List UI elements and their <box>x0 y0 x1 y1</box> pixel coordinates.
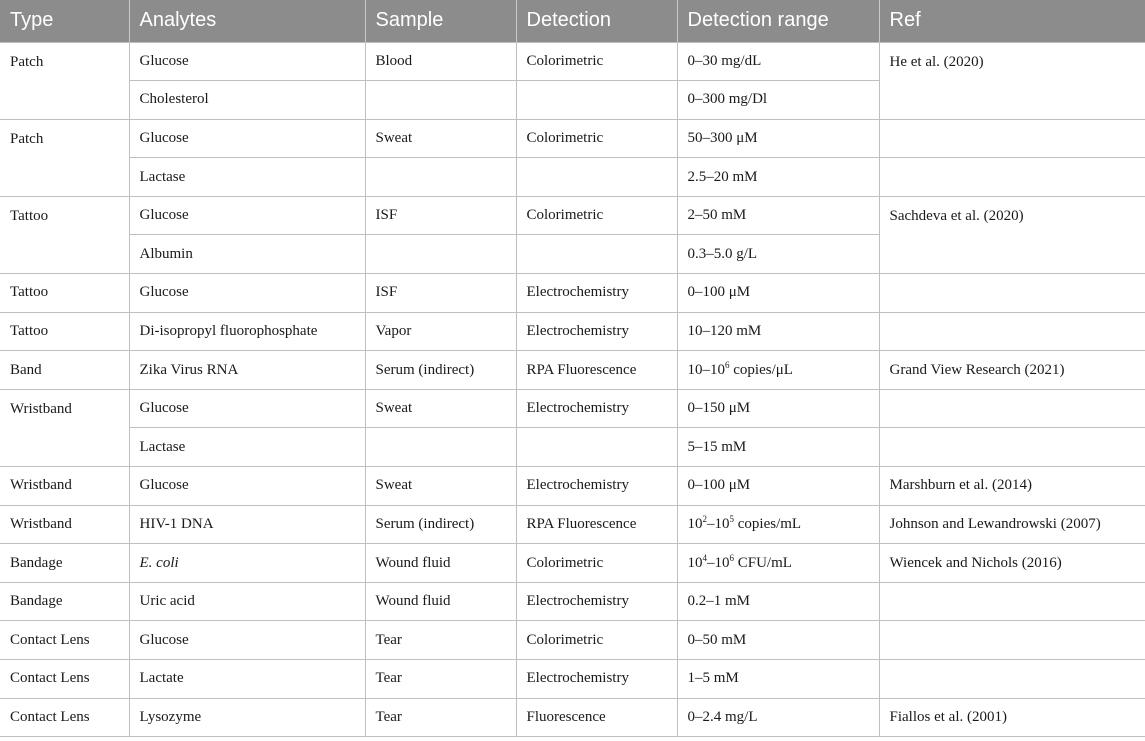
cell-sample: Sweat <box>365 467 516 506</box>
table-row <box>0 42 1145 81</box>
cell-range: 0–30 mg/dL <box>677 42 879 81</box>
cell-detection <box>516 428 677 467</box>
cell-type: Bandage <box>0 582 129 621</box>
cell-type: Patch <box>0 42 129 119</box>
cell-detection: Electrochemistry <box>516 660 677 699</box>
table-row <box>0 660 1145 699</box>
cell-range: 2.5–20 mM <box>677 158 879 197</box>
range-a-exponent: 4 <box>702 552 707 563</box>
cell-ref: Wiencek and Nichols (2016) <box>879 544 1145 583</box>
cell-range: 0–300 mg/Dl <box>677 81 879 120</box>
cell-analyte: Glucose <box>129 621 365 660</box>
cell-detection: Electrochemistry <box>516 312 677 351</box>
cell-analyte: Lactase <box>129 158 365 197</box>
cell-range: 1–5 mM <box>677 660 879 699</box>
cell-type: Tattoo <box>0 312 129 351</box>
cell-sample: Serum (indirect) <box>365 351 516 390</box>
cell-detection: RPA Fluorescence <box>516 351 677 390</box>
cell-sample: Sweat <box>365 389 516 428</box>
cell-analyte: Glucose <box>129 42 365 81</box>
cell-ref <box>879 389 1145 428</box>
table-body <box>0 42 1145 737</box>
cell-detection: Colorimetric <box>516 119 677 158</box>
cell-ref <box>879 582 1145 621</box>
cell-analyte: Glucose <box>129 196 365 235</box>
cell-sample: Tear <box>365 660 516 699</box>
cell-sample: ISF <box>365 196 516 235</box>
range-b: –10 <box>707 554 730 571</box>
table-row <box>0 582 1145 621</box>
cell-sample: Serum (indirect) <box>365 505 516 544</box>
cell-detection: Fluorescence <box>516 698 677 737</box>
analyte-italic: E. coli <box>139 554 179 571</box>
cell-range: 0–50 mM <box>677 621 879 660</box>
cell-ref <box>879 312 1145 351</box>
cell-sample: Tear <box>365 698 516 737</box>
cell-detection <box>516 158 677 197</box>
cell-analyte: Glucose <box>129 274 365 313</box>
cell-range: 50–300 μM <box>677 119 879 158</box>
table-row <box>0 274 1145 313</box>
range-exponent: 6 <box>725 359 730 370</box>
cell-type: Tattoo <box>0 196 129 273</box>
cell-sample <box>365 235 516 274</box>
cell-analyte: HIV-1 DNA <box>129 505 365 544</box>
cell-detection: Electrochemistry <box>516 467 677 506</box>
cell-analyte: Lysozyme <box>129 698 365 737</box>
cell-ref <box>879 274 1145 313</box>
cell-range: 5–15 mM <box>677 428 879 467</box>
table-row <box>0 505 1145 544</box>
header-sample: Sample <box>365 0 516 42</box>
cell-range: 10–120 mM <box>677 312 879 351</box>
table-row <box>0 467 1145 506</box>
cell-analyte: Glucose <box>129 389 365 428</box>
cell-detection: Colorimetric <box>516 544 677 583</box>
table-row <box>0 389 1145 428</box>
cell-sample <box>365 81 516 120</box>
cell-sample: Wound fluid <box>365 582 516 621</box>
cell-range <box>677 544 879 583</box>
cell-type: Contact Lens <box>0 698 129 737</box>
table-row <box>0 698 1145 737</box>
range-a: 10 <box>687 554 703 571</box>
cell-analyte: Glucose <box>129 119 365 158</box>
cell-analyte: Zika Virus RNA <box>129 351 365 390</box>
cell-range: 0–100 μM <box>677 274 879 313</box>
cell-ref: Sachdeva et al. (2020) <box>879 196 1145 273</box>
cell-analyte: Cholesterol <box>129 81 365 120</box>
cell-range: 0.3–5.0 g/L <box>677 235 879 274</box>
table-row <box>0 621 1145 660</box>
cell-type: Patch <box>0 119 129 196</box>
cell-sample: ISF <box>365 274 516 313</box>
cell-detection: Colorimetric <box>516 621 677 660</box>
cell-ref: Marshburn et al. (2014) <box>879 467 1145 506</box>
cell-sample: Wound fluid <box>365 544 516 583</box>
cell-type: Wristband <box>0 505 129 544</box>
header-row <box>0 0 1145 42</box>
table-row <box>0 119 1145 158</box>
cell-range: 0.2–1 mM <box>677 582 879 621</box>
cell-type: Contact Lens <box>0 660 129 699</box>
table-row <box>0 428 1145 467</box>
cell-analyte <box>129 544 365 583</box>
cell-detection: Electrochemistry <box>516 274 677 313</box>
cell-ref <box>879 158 1145 197</box>
cell-range: 2–50 mM <box>677 196 879 235</box>
range-b-exponent: 5 <box>729 513 734 524</box>
cell-ref: Fiallos et al. (2001) <box>879 698 1145 737</box>
cell-analyte: Lactate <box>129 660 365 699</box>
table-row <box>0 544 1145 583</box>
cell-analyte: Lactase <box>129 428 365 467</box>
header-type: Type <box>0 0 129 42</box>
header-detection-range: Detection range <box>677 0 879 42</box>
table-header <box>0 0 1145 42</box>
cell-range: 0–100 μM <box>677 467 879 506</box>
cell-sample <box>365 428 516 467</box>
range-a-exponent: 2 <box>702 513 707 524</box>
table-row <box>0 351 1145 390</box>
cell-analyte: Albumin <box>129 235 365 274</box>
header-detection: Detection <box>516 0 677 42</box>
range-unit: CFU/mL <box>734 554 792 571</box>
cell-ref: He et al. (2020) <box>879 42 1145 119</box>
cell-range <box>677 505 879 544</box>
cell-analyte: Uric acid <box>129 582 365 621</box>
cell-analyte: Di-isopropyl fluorophosphate <box>129 312 365 351</box>
cell-detection: Electrochemistry <box>516 582 677 621</box>
range-a: 10 <box>687 515 703 532</box>
cell-detection <box>516 235 677 274</box>
cell-sample: Tear <box>365 621 516 660</box>
range-unit: copies/μL <box>729 361 793 378</box>
cell-ref <box>879 621 1145 660</box>
cell-range <box>677 351 879 390</box>
table-row <box>0 196 1145 235</box>
cell-detection: Colorimetric <box>516 196 677 235</box>
table-row <box>0 158 1145 197</box>
range-b-exponent: 6 <box>729 552 734 563</box>
cell-ref: Johnson and Lewandrowski (2007) <box>879 505 1145 544</box>
cell-type: Wristband <box>0 467 129 506</box>
cell-sample: Blood <box>365 42 516 81</box>
cell-range: 0–2.4 mg/L <box>677 698 879 737</box>
cell-ref: Grand View Research (2021) <box>879 351 1145 390</box>
cell-ref <box>879 119 1145 158</box>
cell-detection: RPA Fluorescence <box>516 505 677 544</box>
range-base: 10–10 <box>687 361 725 378</box>
cell-ref <box>879 428 1145 467</box>
header-ref: Ref <box>879 0 1145 42</box>
cell-sample: Sweat <box>365 119 516 158</box>
range-unit: copies/mL <box>734 515 802 532</box>
cell-type: Wristband <box>0 389 129 466</box>
cell-detection: Electrochemistry <box>516 389 677 428</box>
cell-analyte: Glucose <box>129 467 365 506</box>
cell-detection <box>516 81 677 120</box>
table-row <box>0 312 1145 351</box>
cell-type: Contact Lens <box>0 621 129 660</box>
cell-detection: Colorimetric <box>516 42 677 81</box>
cell-range: 0–150 μM <box>677 389 879 428</box>
cell-sample <box>365 158 516 197</box>
cell-ref <box>879 660 1145 699</box>
cell-type: Bandage <box>0 544 129 583</box>
cell-type: Tattoo <box>0 274 129 313</box>
range-b: –10 <box>707 515 730 532</box>
header-analytes: Analytes <box>129 0 365 42</box>
cell-type: Band <box>0 351 129 390</box>
cell-sample: Vapor <box>365 312 516 351</box>
